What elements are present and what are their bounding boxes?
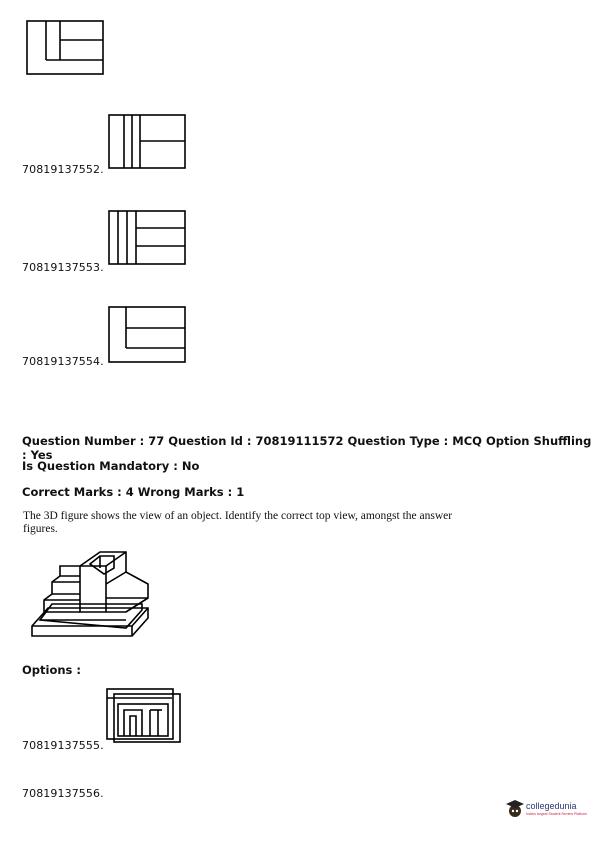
question-text: The 3D figure shows the view of an object. Identify the correct top view, amongst the answer figures.: [23, 510, 453, 535]
option-id: 70819137553.: [22, 261, 104, 274]
question-marks: Correct Marks : 4 Wrong Marks : 1: [22, 485, 245, 499]
option-id: 70819137552.: [22, 163, 104, 176]
graduate-cap-icon: [506, 799, 524, 819]
options-label: Options :: [22, 663, 81, 677]
question-meta: Question Number : 77 Question Id : 70819111572 Question Type : MCQ Option Shuffling : Yes: [22, 434, 592, 462]
3d-object-figure: [30, 548, 155, 644]
question-mandatory: Is Question Mandatory : No: [22, 459, 200, 473]
option-figure-3[interactable]: [108, 306, 188, 364]
option-id: 70819137555.: [22, 739, 104, 752]
logo-tagline: India's largest Student Review Platform: [526, 812, 587, 816]
option-figure-4[interactable]: [106, 688, 186, 744]
collegedunia-logo: [504, 796, 592, 826]
logo-name: collegedunia: [526, 801, 577, 811]
option-id: 70819137556.: [22, 787, 104, 800]
top-view-figure-prev: [26, 20, 106, 76]
option-figure-1[interactable]: [108, 114, 188, 170]
option-id: 70819137554.: [22, 355, 104, 368]
option-figure-2[interactable]: [108, 210, 188, 266]
